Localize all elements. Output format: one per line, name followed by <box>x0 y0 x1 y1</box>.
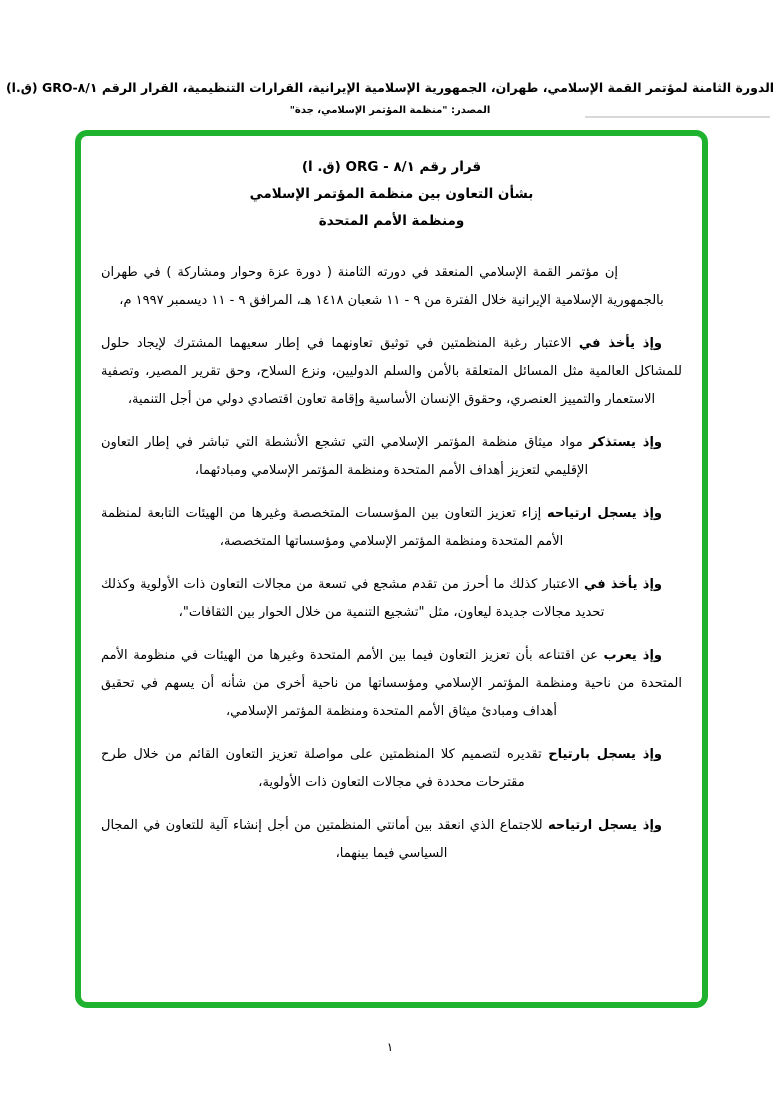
resolution-title <box>81 154 702 235</box>
resolution-paragraph <box>101 642 682 726</box>
paragraph-body-text: الاعتبار كذلك ما أحرز من تقدم مشجع في تسعة من مجالات التعاون ذات الأولوية وكذلك تحديد مجالات جديدة ليعاون، مثل "تشجيع التنمية من خلال الحوار بين الثقافات"، <box>101 577 605 620</box>
resolution-paragraph <box>101 571 682 627</box>
paragraph-body-text: للاجتماع الذي انعقد بين أمانتي المنظمتين من أجل إنشاء آلية للتعاون في المجال السياسي فيما بينهما، <box>101 818 548 861</box>
resolution-title-line3: ومنظمة الأمم المتحدة <box>318 213 465 229</box>
paragraph-lead-text: وإذ يأخذ في <box>578 336 662 351</box>
resolution-title-line2: بشأن التعاون بين منظمة المؤتمر الإسلامي <box>249 186 534 202</box>
paragraph-body-text: تقديره لتصميم كلا المنظمتين على مواصلة تعزيز التعاون القائم من خلال طرح مقترحات محددة في مجالات التعاون ذات الأولوية، <box>101 747 549 790</box>
paragraph-body-text: إن مؤتمر القمة الإسلامي المنعقد في دورته الثامنة ( دورة عزة وحوار ومشاركة ) في طهران بالجمهورية الإسلامية الإيرانية خلال الفترة من ٩ - ١١ شعبان ١٤١٨ هـ، المرافق ٩ - ١١ ديسمبر ١٩٩٧ م، <box>101 265 664 308</box>
paragraph-lead-text: وإذ يسجل ارتياحه <box>547 506 662 521</box>
paragraph-lead-text: وإذ يعرب <box>603 648 662 663</box>
resolution-title-line1: قرار رقم ٨/١ - ORG (ق. ا) <box>301 159 482 175</box>
paragraph-body-text: الاعتبار رغبة المنظمتين في توثيق تعاونهما في إطار سعيهما المشترك لإيجاد حلول للمشاكل العالمية مثل المسائل المتعلقة بالأمن والسلم الدوليين، ونزع السلاح، وحق تقرير المصير، وتصفية الاستعمار والتمييز العنصري، وحقوق الإنسان الأساسية وإقامة تعاون اقتصادي دولي من أجل التنمية، <box>101 336 682 407</box>
document-source-line: المصدر: "منظمة المؤتمر الإسلامي، جدة" <box>289 105 491 116</box>
resolution-paragraph <box>101 500 682 556</box>
resolution-paragraph <box>101 741 682 797</box>
resolution-paragraph <box>101 330 682 414</box>
paragraph-lead-text: وإذ يأخذ في <box>583 577 662 592</box>
page-number: ١ <box>386 1040 394 1054</box>
paragraph-lead-text: وإذ يستذكر <box>589 435 662 450</box>
resolution-paragraph <box>101 259 682 315</box>
paragraph-lead-text: وإذ يسجل ارتياحه <box>547 818 662 833</box>
paragraph-body-text: إزاء تعزيز التعاون بين المؤسسات المتخصصة وغيرها من الهيئات التابعة لمنظمة الأمم المتحدة ومنظمة المؤتمر الإسلامي ومؤسساتها المتخصصة، <box>101 506 564 549</box>
scan-artifact-line <box>585 116 770 118</box>
resolution-paragraph <box>101 812 682 868</box>
paragraph-body-text: مواد ميثاق منظمة المؤتمر الإسلامي التي تشجع الأنشطة التي تباشر في إطار التعاون الإقليمي لتعزيز أهداف الأمم المتحدة ومنظمة المؤتمر الإسلامي ومبادئهما، <box>101 435 590 478</box>
resolution-paragraph <box>101 429 682 485</box>
resolution-frame <box>75 130 708 1008</box>
paragraph-lead-text: وإذ يسجل بارتياح <box>548 747 662 762</box>
resolution-paragraphs <box>101 259 682 868</box>
paragraph-body-text: عن اقتناعه بأن تعزيز التعاون فيما بين الأمم المتحدة وغيرها من الهيئات في منظومة الأمم المتحدة من ناحية ومنظمة المؤتمر الإسلامي ومؤسساتها من ناحية أخرى من شأنه أن يسهم في تحقيق أهداف ومبادئ ميثاق الأمم المتحدة ومنظمة المؤتمر الإسلامي، <box>101 648 682 719</box>
document-header-title: الدورة الثامنة لمؤتمر القمة الإسلامي، طهران، الجمهورية الإسلامية الإيرانية، القرارات التنظيمية، القرار الرقم ٨/١-GRO (ق.ا) <box>5 80 775 95</box>
